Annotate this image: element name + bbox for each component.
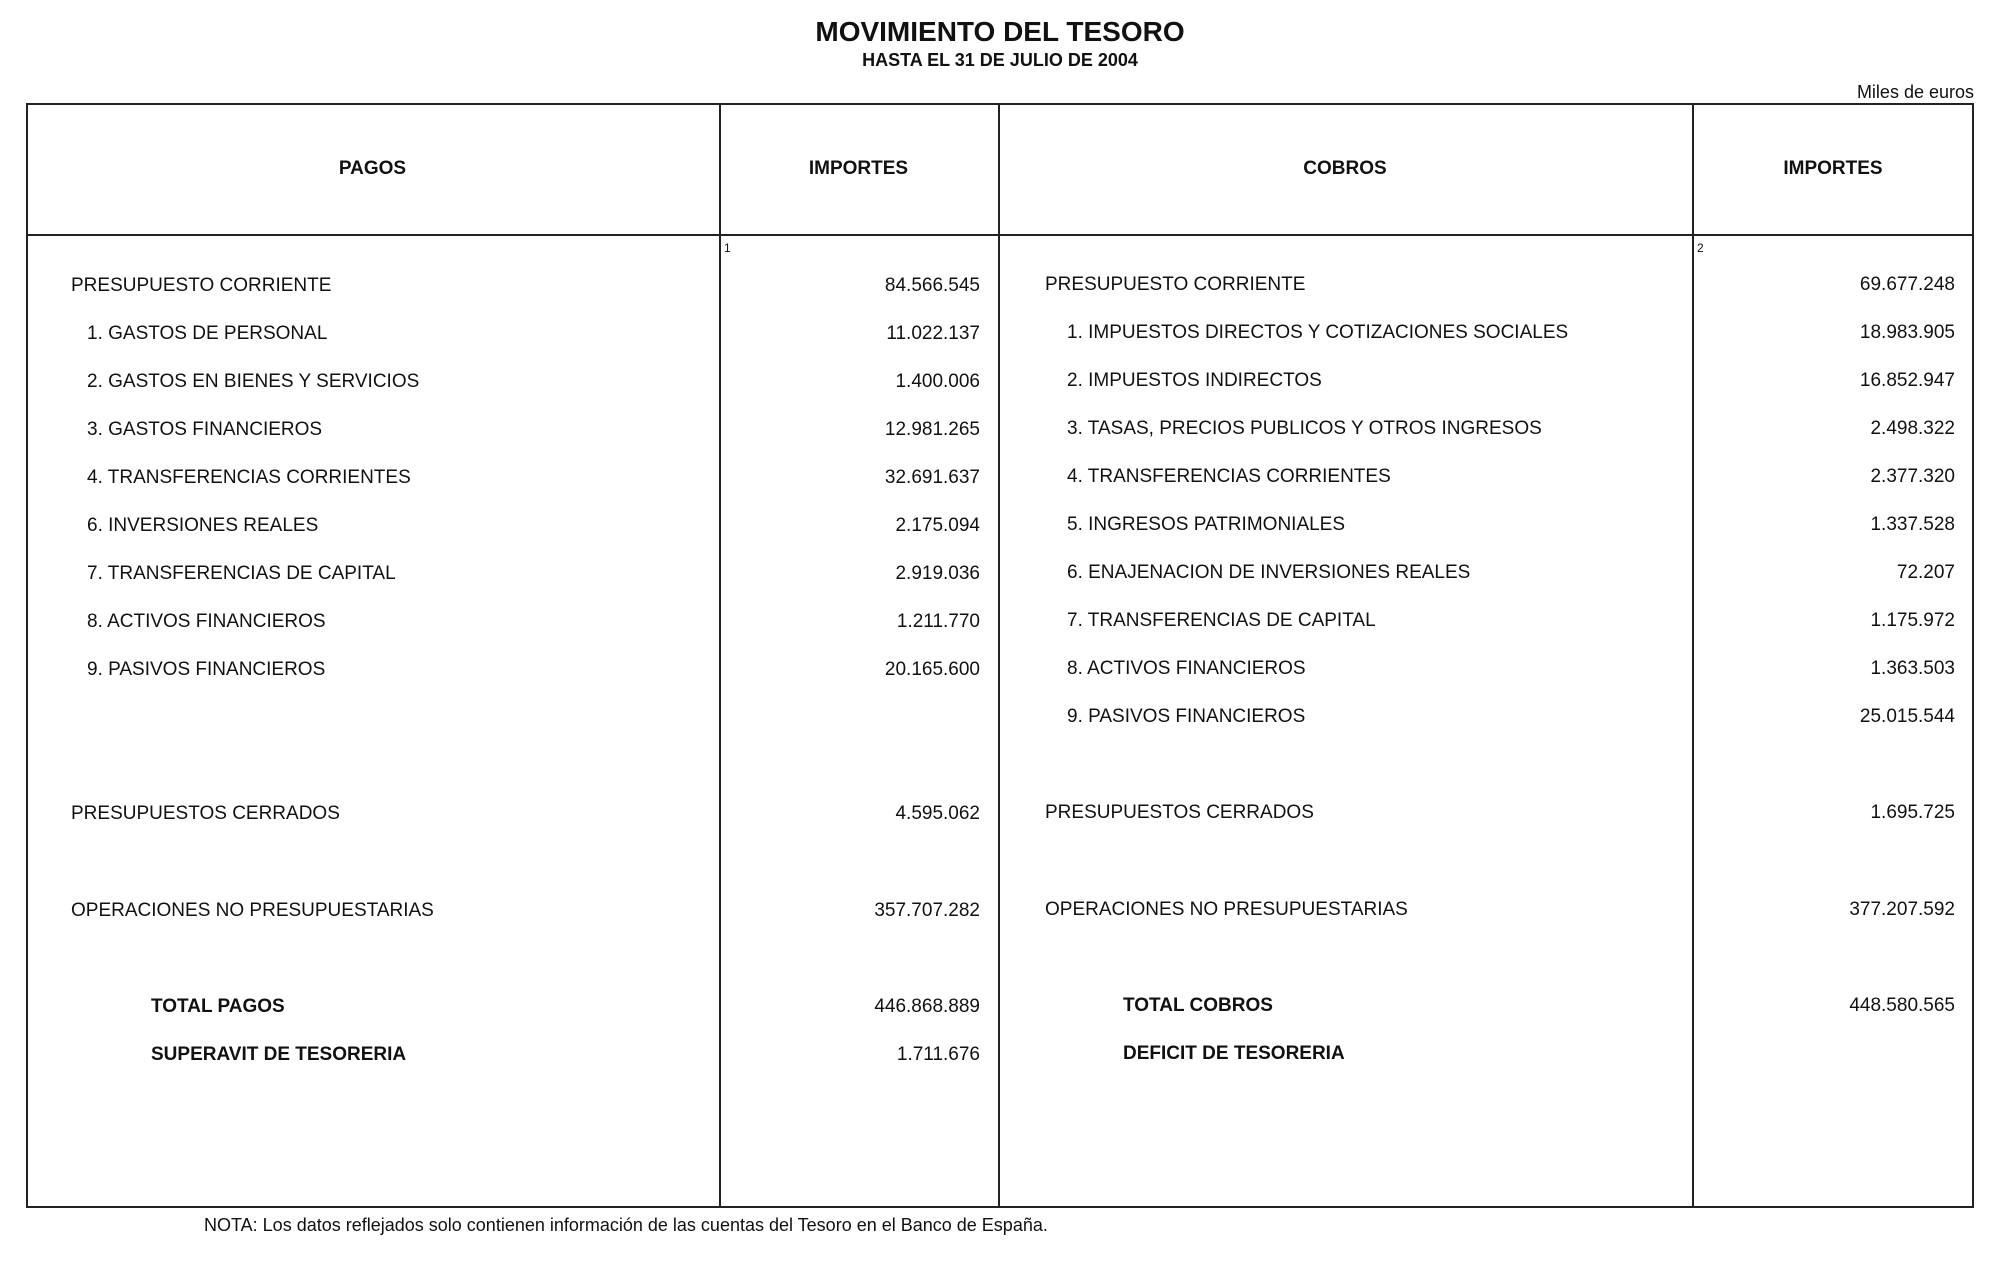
header-importes-right: IMPORTES: [1783, 158, 1883, 179]
cobros-row-label: 5. INGRESOS PATRIMONIALES: [1067, 514, 1346, 535]
pagos-row-label: 2. GASTOS EN BIENES Y SERVICIOS: [87, 371, 420, 392]
cobros-row-label: 2. IMPUESTOS INDIRECTOS: [1067, 370, 1322, 391]
divider-cobros-importes: [1692, 103, 1694, 1208]
cobros-row-value: 448.580.565: [1849, 995, 1955, 1016]
header-cobros: COBROS: [1303, 158, 1387, 179]
units-label: Miles de euros: [1856, 82, 1974, 102]
page-title: MOVIMIENTO DEL TESORO: [815, 16, 1185, 47]
cobros-row-label: PRESUPUESTOS CERRADOS: [1045, 802, 1314, 823]
cobros-row-label: PRESUPUESTO CORRIENTE: [1045, 274, 1306, 295]
pagos-row-label: 8. ACTIVOS FINANCIEROS: [87, 611, 326, 632]
pagos-row-value: 446.868.889: [874, 996, 980, 1017]
cobros-row-value: 69.677.248: [1859, 274, 1955, 295]
pagos-row-label: OPERACIONES NO PRESUPUESTARIAS: [71, 900, 434, 921]
pagos-row-label: 1. GASTOS DE PERSONAL: [87, 323, 328, 344]
cobros-row-label: DEFICIT DE TESORERIA: [1123, 1043, 1345, 1064]
pagos-row-value: 357.707.282: [874, 900, 980, 921]
cobros-row-value: 377.207.592: [1849, 899, 1955, 920]
table-frame: [26, 103, 1974, 1208]
pagos-row-label: PRESUPUESTOS CERRADOS: [71, 803, 340, 824]
pagos-row-value: 12.981.265: [884, 419, 980, 440]
pagos-row-value: 1.400.006: [895, 371, 980, 392]
cobros-row-value: 72.207: [1896, 562, 1955, 583]
pagos-row-label: 4. TRANSFERENCIAS CORRIENTES: [87, 467, 411, 488]
header-importes-left: IMPORTES: [808, 158, 909, 179]
cobros-row-label: 3. TASAS, PRECIOS PUBLICOS Y OTROS INGRESOS: [1067, 418, 1542, 439]
cobros-row-value: 2.377.320: [1870, 466, 1955, 487]
pagos-row-value: 2.919.036: [895, 563, 980, 584]
divider-pagos-importes: [719, 103, 721, 1208]
cobros-row-value: 1.337.528: [1870, 514, 1955, 535]
pagos-row-value: 4.595.062: [895, 803, 980, 824]
cobros-row-label: 9. PASIVOS FINANCIEROS: [1067, 706, 1306, 727]
page-subtitle: HASTA EL 31 DE JULIO DE 2004: [862, 50, 1138, 70]
header-divider: [26, 234, 1974, 236]
cobros-row-value: 25.015.544: [1859, 706, 1955, 727]
pagos-row-value: 20.165.600: [884, 659, 980, 680]
cobros-row-value: 1.695.725: [1870, 802, 1955, 823]
cobros-row-value: 16.852.947: [1859, 370, 1955, 391]
pagos-row-label: 7. TRANSFERENCIAS DE CAPITAL: [87, 563, 396, 584]
pagos-row-label: 6. INVERSIONES REALES: [87, 515, 319, 536]
pagos-row-label: 9. PASIVOS FINANCIEROS: [87, 659, 326, 680]
divider-importes-cobros: [998, 103, 1000, 1208]
cobros-row-label: 7. TRANSFERENCIAS DE CAPITAL: [1067, 610, 1376, 631]
pagos-row-value: 32.691.637: [884, 467, 980, 488]
pagos-row-label: PRESUPUESTO CORRIENTE: [71, 275, 332, 296]
header-pagos: PAGOS: [338, 158, 407, 179]
cobros-row-label: 8. ACTIVOS FINANCIEROS: [1067, 658, 1306, 679]
cobros-row-value: 1.175.972: [1870, 610, 1955, 631]
cobros-row-label: 4. TRANSFERENCIAS CORRIENTES: [1067, 466, 1391, 487]
cobros-row-label: TOTAL COBROS: [1123, 995, 1273, 1016]
pagos-row-label: SUPERAVIT DE TESORERIA: [151, 1044, 407, 1065]
cobros-row-value: 1.363.503: [1870, 658, 1955, 679]
cobros-row-value: 18.983.905: [1859, 322, 1955, 343]
cobros-row-label: 1. IMPUESTOS DIRECTOS Y COTIZACIONES SOCIALES: [1067, 322, 1569, 343]
pagos-row-value: 2.175.094: [895, 515, 980, 536]
footnote: NOTA: Los datos reflejados solo contienen información de las cuentas del Tesoro en el Banco de España.: [204, 1215, 1048, 1235]
column-number-left: 1: [724, 241, 731, 255]
cobros-row-label: 6. ENAJENACION DE INVERSIONES REALES: [1067, 562, 1471, 583]
pagos-row-value: 1.711.676: [896, 1044, 980, 1065]
pagos-row-value: 11.022.137: [886, 323, 980, 344]
pagos-row-value: 84.566.545: [884, 275, 980, 296]
pagos-row-label: 3. GASTOS FINANCIEROS: [87, 419, 323, 440]
pagos-row-value: 1.211.770: [896, 611, 980, 632]
cobros-row-value: 2.498.322: [1870, 418, 1955, 439]
cobros-row-label: OPERACIONES NO PRESUPUESTARIAS: [1045, 899, 1408, 920]
column-number-right: 2: [1697, 241, 1704, 255]
pagos-row-label: TOTAL PAGOS: [151, 996, 285, 1017]
